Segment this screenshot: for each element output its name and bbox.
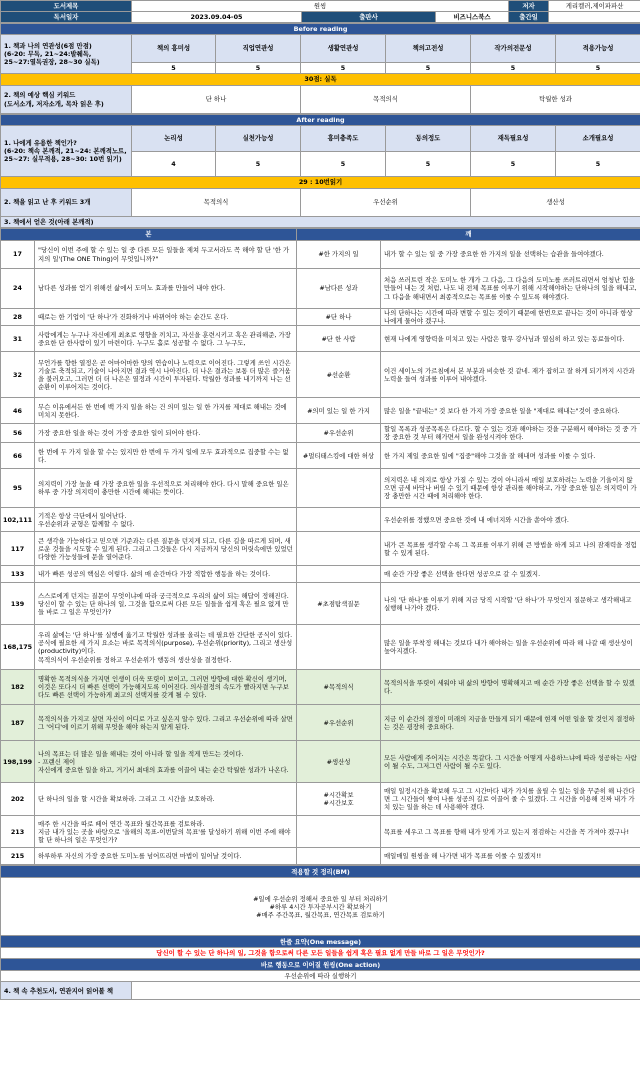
- notes-row: [1, 309, 640, 326]
- note-quote: 가장 중요한 일을 하는 것이 가장 중요한 일이 되어야 한다.: [35, 424, 297, 443]
- note-tag: #우선순위: [297, 705, 381, 741]
- note-page: 187: [1, 705, 35, 741]
- note-page: 46: [1, 398, 35, 424]
- after-q3-label: 3. 책에서 얻은 것(아래 본깨적): [1, 217, 640, 228]
- notes-row: [1, 566, 640, 583]
- notes-row: [1, 443, 640, 469]
- note-awareness: 내가 할 수 있는 일 중 가장 중요한 한 가지의 일을 선택하는 습관을 들여야겠다.: [381, 241, 640, 269]
- after-cat-1: 논리성: [132, 126, 216, 152]
- note-quote: 명확한 목적의식을 가지면 인생이 더욱 또렷이 보이고, 그러면 방향에 대한 확신이 생기며, 이것은 또다시 더 빠른 선택이 가능해지도록 이어진다. 의사결정의 속도가 빨라지면 누구보다도 빠른 선택이 가능하게 최고의 선택지를 갖게 될 수 있다.: [35, 670, 297, 705]
- pub-date-label: 출간일: [509, 12, 549, 23]
- publisher-value: 비즈니스북스: [436, 12, 509, 23]
- note-awareness: 처음 쓰러트린 작은 도미노 한 개가 그 다음, 그 다음의 도미노를 쓰러트리면서 엄청난 힘을 만들어 내는 것 처럼, 나도 내 전체 목표를 이루기 위해 시작해야하는 단하나의 일을 해내고, 그 다음을 해내면서 최종적으로는 목표를 이룰 수 있도록 해야겠다.: [381, 269, 640, 309]
- note-page: 198,199: [1, 741, 35, 783]
- note-tag: #남다른 성과: [297, 269, 381, 309]
- before-cat-5: 작가의전문성: [471, 35, 556, 63]
- note-tag: #목적의식: [297, 670, 381, 705]
- notes-col-bon: 본: [1, 229, 297, 241]
- note-awareness: 많은 일을 "끝내는" 것 보다 한 가지 가장 중요한 일을 "제대로 해내는"것이 중요하다.: [381, 398, 640, 424]
- after-q2-label: 2. 책을 읽고 난 후 키워드 3개: [1, 189, 132, 217]
- after-keyword-3: 생산성: [471, 189, 640, 217]
- note-page: 28: [1, 309, 35, 326]
- note-tag: [297, 848, 381, 865]
- after-cat-3: 흥미충족도: [301, 126, 386, 152]
- title-label: 도서제목: [1, 1, 132, 12]
- note-tag: #선순환: [297, 352, 381, 398]
- note-quote: 큰 생각을 가능하다고 믿으면 기준과는 다른 질문을 던지게 되고, 다른 길을 따르게 되며, 새로운 것들을 시도할 수 있게 된다. 그리고 그것들은 다시 지금까지 당신의 머릿속에만 있었던 다양한 가능성들에 문을 열어준다.: [35, 532, 297, 566]
- one-message-band: 한줄 요약(One message): [1, 936, 640, 948]
- note-page: 95: [1, 469, 35, 508]
- after-reading-band: After reading: [1, 115, 640, 126]
- note-page: 32: [1, 352, 35, 398]
- note-quote: "당신이 이번 주에 할 수 있는 일 중 다른 모든 일들을 제쳐 두고서라도 꼭 해야 할 단 '한 가지의 일'(The ONE Thing)이 무엇입니까?": [35, 241, 297, 269]
- one-action-text: 우선순위에 따라 실행하기: [1, 971, 640, 982]
- note-quote: 스스로에게 던지는 질문이 무엇이냐에 따라 궁극적으로 우리의 삶이 되는 해답이 정해진다. 당신이 할 수 있는 단 하나의 일, 그것을 함으로써 다른 모든 일들을 쉽게 혹은 필요 없게 만들 바로 그 일은 무엇인가?: [35, 583, 297, 625]
- note-awareness: 목표를 세우고 그 목표를 향해 내가 맞게 가고 있는지 점검하는 시간을 꼭 가져야 겠구나!: [381, 816, 640, 848]
- before-cat-3: 생활연관성: [301, 35, 386, 63]
- note-awareness: 할일 목록과 성공목록은 다르다. 할 수 있는 것과 해야하는 것을 구분해서 해야하는 것 중 가장 중요한 것 부터 해가면서 일을 완성시켜야 한다.: [381, 424, 640, 443]
- note-awareness: 한 가지 제일 중요한 일에 "집중"해야 그것을 잘 해내며 성과를 이룰 수 있다.: [381, 443, 640, 469]
- after-keyword-2: 우선순위: [301, 189, 471, 217]
- after-score-6: 5: [556, 152, 640, 177]
- note-page: 168,175: [1, 625, 35, 670]
- after-cat-4: 동의정도: [386, 126, 471, 152]
- notes-col-kkae: 깨: [297, 229, 640, 241]
- note-page: 17: [1, 241, 35, 269]
- note-quote: 한 번에 두 가지 일을 할 수는 있지만 한 번에 두 가지 일에 모두 효과적으로 집중할 수는 없다.: [35, 443, 297, 469]
- author-value: 게리켈러,제이파파산: [549, 1, 640, 12]
- note-quote: 때로는 한 기업이 '단 하나'가 진화하거나 바뀌어야 하는 순간도 온다.: [35, 309, 297, 326]
- after-keyword-1: 목적의식: [132, 189, 301, 217]
- note-tag: [297, 532, 381, 566]
- before-score-1: 5: [132, 63, 216, 74]
- before-score-5: 5: [471, 63, 556, 74]
- note-page: 215: [1, 848, 35, 865]
- note-awareness: 지금 이 순간의 결정이 미래의 지금을 만들게 되기 때문에 현재 어떤 일을 할 것인지 결정하는 것은 굉장히 중요하다.: [381, 705, 640, 741]
- before-q1-label: 1. 책과 나의 연관성(6점 만점) (6-20: 무독, 21~24:발췌독, 25~27:열독권장, 28~30 실독): [1, 35, 132, 74]
- one-action-band: 바로 행동으로 이어질 원씽(One action): [1, 959, 640, 971]
- note-quote: 내가 빠른 성공의 핵심은 이렇다. 삶의 매 순간마다 가장 적합한 행동을 하는 것이다.: [35, 566, 297, 583]
- note-tag: #단 한 사람: [297, 326, 381, 352]
- before-cat-6: 적용가능성: [556, 35, 640, 63]
- note-tag: #시간확보 #시간보호: [297, 783, 381, 816]
- apply-line: #매주 주간목표, 월간목표, 연간목표 검토하기: [256, 910, 385, 919]
- note-page: 117: [1, 532, 35, 566]
- note-awareness: 모든 사람에게 주어지는 시간은 똑같다. 그 시간을 어떻게 사용하느냐에 따라 성공하는 사람이 될 수도, 그저그런 사람이 될 수도 있다.: [381, 741, 640, 783]
- note-awareness: 내가 큰 목표를 생각할 수록 그 목표를 이루기 위해 큰 방법을 하게 되고 나의 잠재력을 경험할 수 있게 된다.: [381, 532, 640, 566]
- before-score-6: 5: [556, 63, 640, 74]
- date-value: 2023.09.04-05: [132, 12, 302, 23]
- note-tag: #단 하나: [297, 309, 381, 326]
- before-score-4: 5: [386, 63, 471, 74]
- notes-row: [1, 424, 640, 443]
- note-tag: #초점탐색질문: [297, 583, 381, 625]
- note-quote: 의지력이 가장 높을 때 가장 중요한 일을 우선적으로 처리해야 한다. 다시 말해 중요한 일은 하루 중 가장 의지력이 충만한 시간에 해내는 뜻이다.: [35, 469, 297, 508]
- note-quote: 기적은 항상 극단에서 일어난다. 우선순위과 균형은 함께할 수 없다.: [35, 508, 297, 532]
- apply-band: 적용할 것 정리(BM): [1, 866, 640, 878]
- after-cat-5: 재독필요성: [471, 126, 556, 152]
- before-keyword-3: 탁월한 성과: [471, 86, 640, 114]
- after-score-2: 5: [216, 152, 301, 177]
- summary-table: [0, 865, 640, 1000]
- after-cat-6: 소개필요성: [556, 126, 640, 152]
- note-quote: 단 하나의 일을 할 시간을 확보하라. 그리고 그 시간을 보호하라.: [35, 783, 297, 816]
- note-page: 24: [1, 269, 35, 309]
- before-score-3: 5: [301, 63, 386, 74]
- note-page: 133: [1, 566, 35, 583]
- before-total: 30점: 실독: [1, 74, 640, 86]
- before-reading-band: Before reading: [1, 24, 640, 35]
- one-message-text: 당신이 할 수 있는 단 하나의 일, 그것을 함으로써 다른 모든 일들을 쉽게 혹은 필요 없게 만들 바로 그 일은 무엇인가?: [1, 948, 640, 959]
- note-tag: #의미 있는 일 한 가지: [297, 398, 381, 424]
- note-tag: [297, 816, 381, 848]
- note-awareness: 현재 나에게 영향력을 미치고 있는 사람은 할무 강사님과 열심히 하고 있는 동료들이다.: [381, 326, 640, 352]
- notes-row: [1, 583, 640, 625]
- note-awareness: 나의 단하나는 시간에 따라 변할 수 있는 것이기 때문에 한번으로 끝나는 것이 아니라 항상 나에게 물어야 겠구나.: [381, 309, 640, 326]
- note-tag: [297, 469, 381, 508]
- notes-row: [1, 670, 640, 705]
- note-awareness: 목적의식을 뚜렷이 세워야 내 삶의 방향이 명확해지고 매 순간 가장 좋은 선택을 할 수 있겠다.: [381, 670, 640, 705]
- note-page: 56: [1, 424, 35, 443]
- note-awareness: 이건 세이노의 가르침에서 본 부분과 비슷한 것 같네. 재가 잡히고 잘 하게 되기까지 시간과 노력을 들여 성과를 이루어 내야겠다.: [381, 352, 640, 398]
- recommend-value: [132, 982, 640, 1000]
- recommend-label: 4. 책 속 추천도서, 연관지어 읽어볼 책: [1, 982, 132, 1000]
- note-awareness: 매일 일정시간을 확보해 두고 그 시간마다 내가 가치를 올릴 수 있는 일을 꾸준히 해 나간다면 그 시간들이 쌓여 나를 성공의 길로 이끌어 줄 수 있겠다. 그 시간을 이용해 진짜 내가 가치 있는 일을 하는 데 사용해야 겠다.: [381, 783, 640, 816]
- note-tag: [297, 625, 381, 670]
- note-page: 139: [1, 583, 35, 625]
- after-score-1: 4: [132, 152, 216, 177]
- notes-row: [1, 816, 640, 848]
- before-cat-2: 직업연관성: [216, 35, 301, 63]
- note-quote: 사람에게는 누구나 자신에게 최초로 영향을 끼치고, 자신을 훈련시키고 혹은 관리해준, 가장 중요한 단 한사람이 있기 마련이다. 누구도 홀로 성공할 수 없다. 그 누구도,: [35, 326, 297, 352]
- after-cat-2: 실천가능성: [216, 126, 301, 152]
- note-awareness: 매일매일 원씽을 해 나가면 내가 목표를 이룰 수 있겠지!!: [381, 848, 640, 865]
- note-quote: 매주 한 시간을 따로 떼어 연간 목표와 월간목표를 검토하라. 지금 내가 있는 곳을 바탕으로 '올해의 목표-이번달의 목표'를 달성하기 위해 이번 주에 해야할 단 하나의 일은 무엇인가?: [35, 816, 297, 848]
- after-reading-table: [0, 114, 640, 228]
- note-tag: #생산성: [297, 741, 381, 783]
- notes-row: [1, 783, 640, 816]
- before-keyword-2: 목적의식: [301, 86, 471, 114]
- author-label: 저자: [509, 1, 549, 12]
- apply-line: #일에 우선순위 정해서 중요한 일 부터 처리하기: [253, 894, 388, 903]
- date-label: 독서일자: [1, 12, 132, 23]
- note-quote: 우리 삶에는 '단 하나'를 실행에 옮기고 탁월한 성과를 올리는 데 필요한 간단한 공식이 있다. 공식에 필요한 세 가지 요소는 바로 목적의식(purpose), 우선순위(priority), 그리고 생산성(productivity)이다. 목적의식이 우선순위를 정하고 우선순위가 행동의 생산성을 결정한다.: [35, 625, 297, 670]
- before-cat-4: 책의고전성: [386, 35, 471, 63]
- notes-row: [1, 398, 640, 424]
- note-tag: [297, 566, 381, 583]
- note-quote: 하루하루 자신의 가장 중요한 도미노를 넘어뜨리면 마법이 일어날 것이다.: [35, 848, 297, 865]
- notes-row: [1, 352, 640, 398]
- note-awareness: 의지력은 내 의지로 항상 가질 수 있는 것이 아니라서 매일 보호하려는 노력을 기울이지 않으면 금세 바닥나 버릴 수 있기 때문에 항상 관리를 해야하고, 가장 중요한 일은 의지력이 가장 충만한 시간 때에 처리해야 한다.: [381, 469, 640, 508]
- note-quote: 나의 목표는 더 많은 일을 해내는 것이 아니라 할 일을 적게 만드는 것이다. - 프랜신 제이 자신에게 중요한 일을 하고, 거기서 최대의 효과를 이끌어 내는 순간 탁월한 성과가 나온다.: [35, 741, 297, 783]
- notes-body: [1, 241, 640, 865]
- after-total: 29 : 10번읽기: [1, 177, 640, 189]
- note-quote: 무슨 이유에서든 한 번에 백 가지 일을 하는 건 의미 있는 일 한 가지를 제대로 해내는 것에 미치지 못한다.: [35, 398, 297, 424]
- note-quote: 목적의식을 가지고 살면 자신이 어디로 가고 싶은지 알수 있다. 그리고 우선순위에 따라 살면 그 '어디'에 이르기 위해 무엇을 해야 하는지 알게 된다.: [35, 705, 297, 741]
- header-table: [0, 0, 640, 23]
- note-quote: 무언가를 향한 열정은 곧 어마어마한 양의 연습이나 노력으로 이어진다. 그렇게 쓰인 시간은 기술로 축적되고, 기술이 나아지면 결과 역시 나아진다. 더 나은 결과는 보통 더 많은 즐거움을 불러오고, 그러면 더 더 나은은 열정과 시간이 투자된다. 탁월한 성과를 내기까지 나는 선순환이 이루어지는 것이다.: [35, 352, 297, 398]
- notes-row: [1, 269, 640, 309]
- notes-row: [1, 326, 640, 352]
- notes-row: [1, 508, 640, 532]
- notes-row: [1, 241, 640, 269]
- notes-row: [1, 625, 640, 670]
- notes-row: [1, 705, 640, 741]
- notes-row: [1, 469, 640, 508]
- pub-date-value: [549, 12, 640, 23]
- note-tag: [297, 508, 381, 532]
- publisher-label: 출판사: [302, 12, 436, 23]
- before-reading-table: [0, 23, 640, 114]
- book-title: 원씽: [132, 1, 509, 12]
- note-page: 102,111: [1, 508, 35, 532]
- before-q2-label: 2. 책의 예상 핵심 키워드 (도서소개, 저자소개, 목차 읽은 후): [1, 86, 132, 114]
- notes-row: [1, 741, 640, 783]
- note-awareness: 나의 '단 하나'를 이루기 위해 지금 당직 시작할 '단 하나'가 무엇인지 질문하고 생각해내고 실행해 나가야 겠다.: [381, 583, 640, 625]
- before-keyword-1: 단 하나: [132, 86, 301, 114]
- note-tag: #한 가지의 일: [297, 241, 381, 269]
- after-score-3: 5: [301, 152, 386, 177]
- note-page: 66: [1, 443, 35, 469]
- note-page: 202: [1, 783, 35, 816]
- note-awareness: 많은 일을 뚜착정 해내는 것보다 내가 해야하는 일을 우선순위에 따라 해 나갈 때 생산성이 높아지겠다.: [381, 625, 640, 670]
- apply-list: [1, 878, 640, 936]
- after-score-4: 5: [386, 152, 471, 177]
- after-q1-label: 1. 나에게 유용한 책인가? (6-20: 책속 본깨적, 21~24: 본깨적노트, 25~27: 실무적용, 28~30: 10번 읽기): [1, 126, 132, 177]
- notes-row: [1, 848, 640, 865]
- note-quote: 남다른 성과를 얻기 위해선 삶에서 도미노 효과를 만들어 내야 한다.: [35, 269, 297, 309]
- apply-line: #하루 4시간 투자공부시간 확보하기: [269, 902, 372, 911]
- before-cat-1: 책의 흥미성: [132, 35, 216, 63]
- note-tag: #멀티태스킹에 대한 허상: [297, 443, 381, 469]
- before-score-2: 5: [216, 63, 301, 74]
- note-awareness: 매 순간 가장 좋은 선택을 한다면 성공으로 갈 수 있겠지.: [381, 566, 640, 583]
- note-page: 213: [1, 816, 35, 848]
- note-awareness: 우선순위를 정했으면 중요한 것에 내 에너지와 시간을 쏟아야 겠다.: [381, 508, 640, 532]
- note-page: 31: [1, 326, 35, 352]
- notes-row: [1, 532, 640, 566]
- notes-table: [0, 228, 640, 865]
- note-tag: #우선순위: [297, 424, 381, 443]
- note-page: 182: [1, 670, 35, 705]
- after-score-5: 5: [471, 152, 556, 177]
